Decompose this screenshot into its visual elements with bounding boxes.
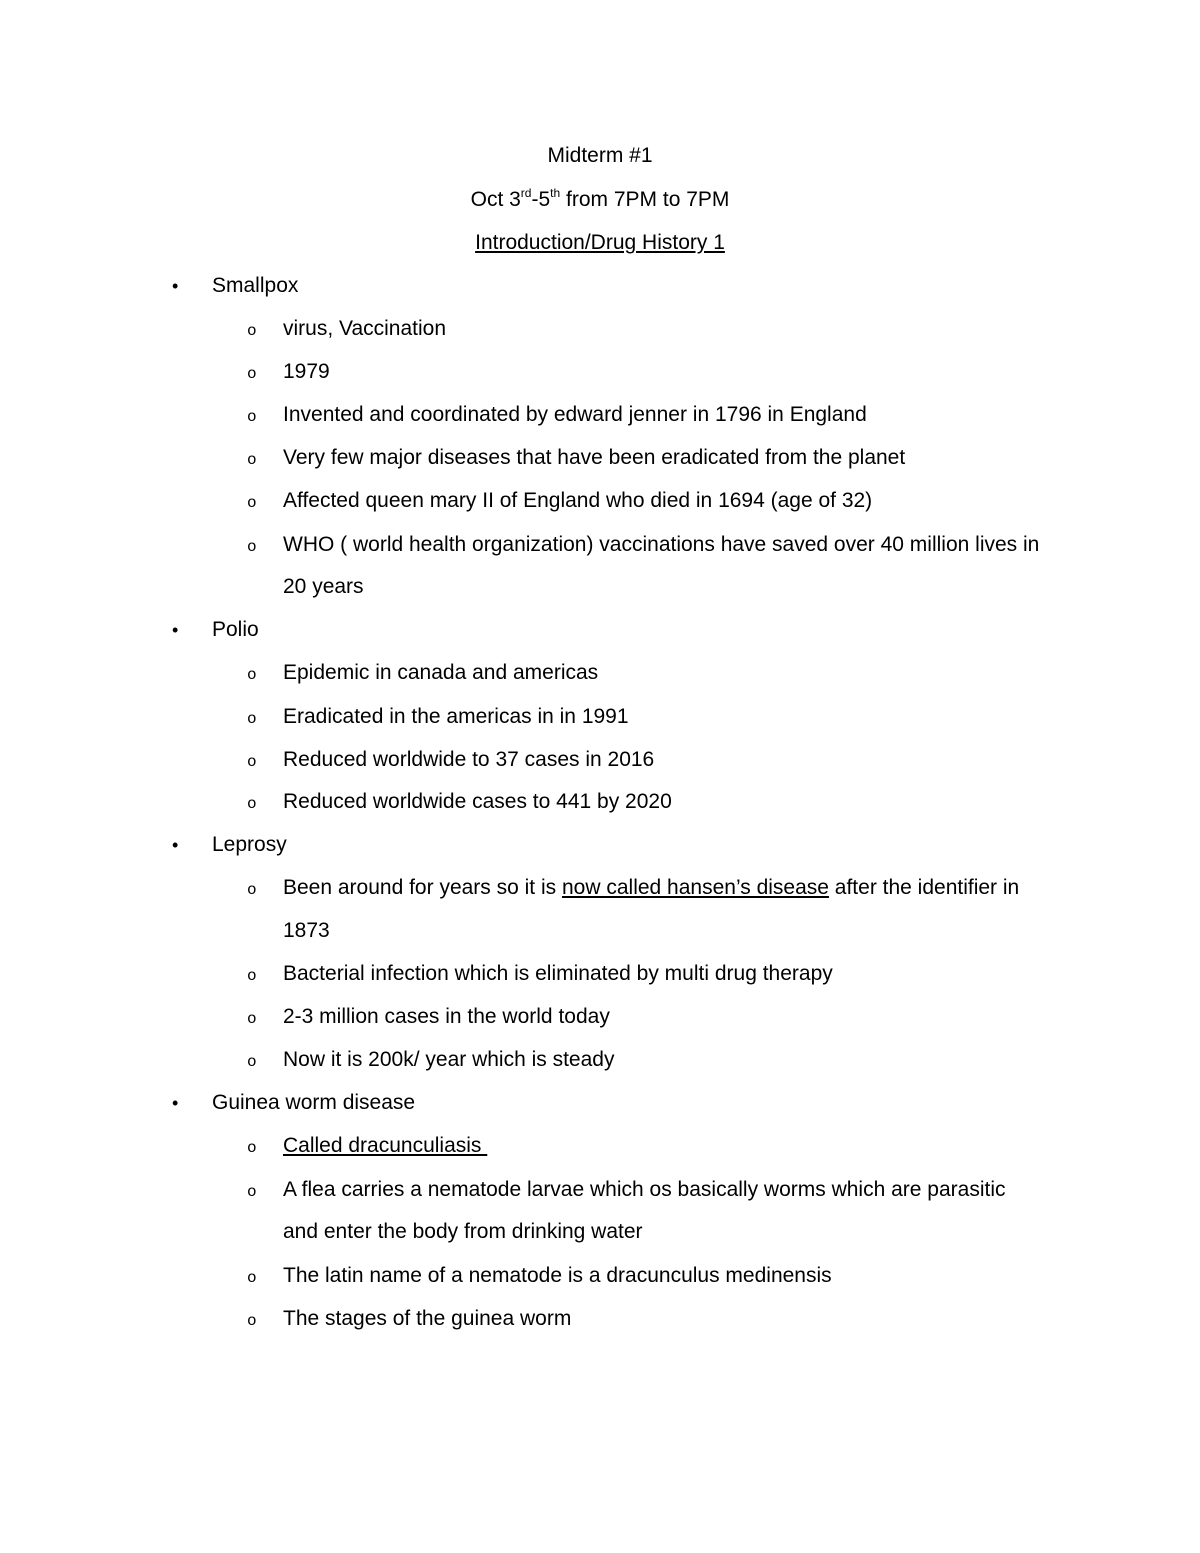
dates-mid: -5 [531,188,551,211]
bullet-marker: • [172,835,179,855]
exam-dates [0,185,1200,215]
list-item-text: Reduced worldwide cases to 441 by 2020 [283,790,672,813]
list-item-text: 1979 [283,360,330,383]
sub-marker: o [247,1269,257,1287]
sub-marker: o [247,538,257,556]
sub-marker: o [247,451,257,469]
list-item-continuation: 1873 [283,919,330,942]
sub-marker: o [247,1053,257,1071]
sub-marker: o [247,1139,257,1157]
bullet-label: Guinea worm disease [212,1091,416,1114]
list-item-text [283,873,1019,903]
list-item-text: Eradicated in the americas in in 1991 [283,705,629,728]
list-item-continuation: 20 years [283,575,364,598]
list-item-text: The latin name of a nematode is a dracunculus medinensis [283,1264,832,1287]
underlined-text: Called dracunculiasis [283,1134,488,1157]
dates-prefix: Oct 3 [470,188,521,211]
list-item-text: Very few major diseases that have been eradicated from the planet [283,446,906,469]
list-item-text: Reduced worldwide to 37 cases in 2016 [283,748,655,771]
text-run: after the identifier in [828,876,1020,899]
list-item-text: Epidemic in canada and americas [283,661,599,684]
list-item-text: WHO ( world health organization) vaccinations have saved over 40 million lives in [283,533,1040,556]
sub-marker: o [247,967,257,985]
bullet-label: Smallpox [212,274,299,297]
list-item-text: 2-3 million cases in the world today [283,1005,610,1028]
sub-marker: o [247,365,257,383]
bullet-marker: • [172,620,179,640]
bullet-label: Polio [212,618,259,641]
sub-marker: o [247,1010,257,1028]
bullet-marker: • [172,1093,179,1113]
section-title: Introduction/Drug History 1 [475,231,725,254]
bullet-label: Leprosy [212,833,287,856]
dates-suffix: from 7PM to 7PM [560,188,730,211]
list-item-text: Now it is 200k/ year which is steady [283,1048,615,1071]
sub-marker: o [247,710,257,728]
list-item-continuation: and enter the body from drinking water [283,1220,643,1243]
list-item-text: Affected queen mary II of England who died in 1694 (age of 32) [283,489,873,512]
list-item-text: Invented and coordinated by edward jenner in 1796 in England [283,403,867,426]
underlined-text: now called hansen’s disease [561,876,829,899]
sub-marker: o [247,1183,257,1201]
sub-marker: o [247,795,257,813]
sub-marker: o [247,666,257,684]
text-run: Been around for years so it is [283,876,562,899]
bullet-marker: • [172,276,179,296]
sub-marker: o [247,753,257,771]
dates-sup-rd: rd [520,186,532,200]
sub-marker: o [247,1312,257,1330]
dates-sup-th: th [550,186,561,200]
list-item-text: A flea carries a nematode larvae which os basically worms which are parasitic [283,1178,1006,1201]
list-item-text: virus, Vaccination [283,317,447,340]
doc-title: Midterm #1 [547,144,653,167]
list-item-text: The stages of the guinea worm [283,1307,572,1330]
sub-marker: o [247,408,257,426]
sub-marker: o [247,322,257,340]
list-item-text: Bacterial infection which is eliminated by multi drug therapy [283,962,833,985]
sub-marker: o [247,881,257,899]
sub-marker: o [247,494,257,512]
